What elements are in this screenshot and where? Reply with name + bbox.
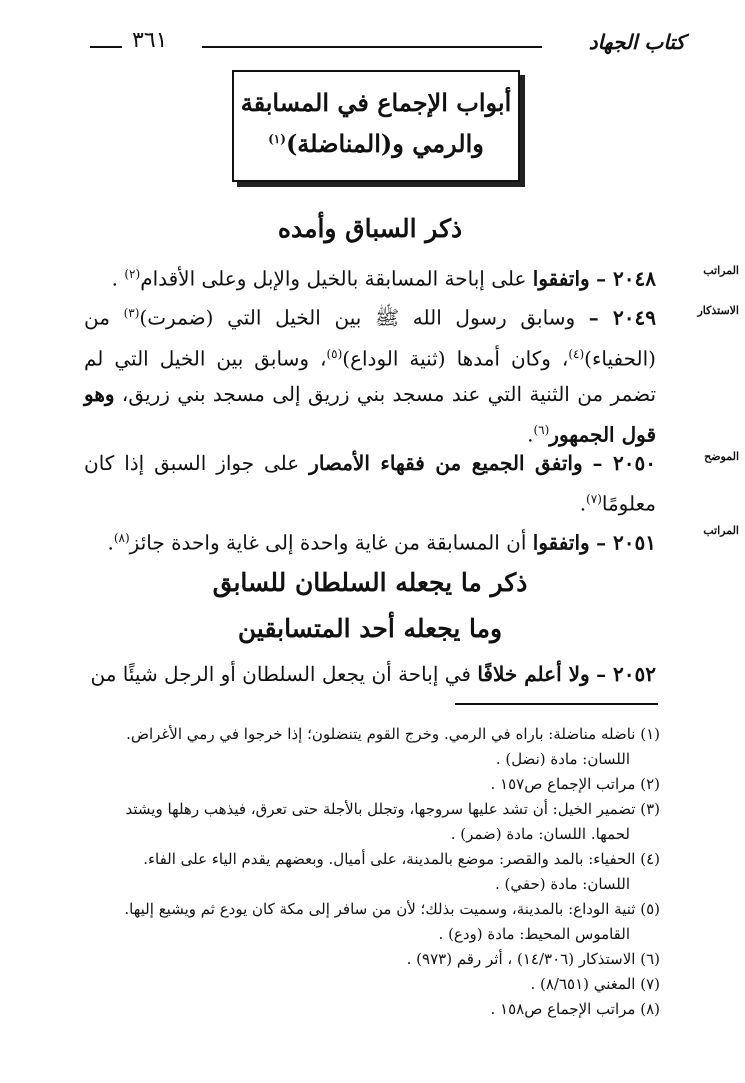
page-number: ٣٦١ <box>132 28 168 53</box>
margin-source-label: المراتب <box>703 524 739 537</box>
chapter-title-line2-text: والرمي و(المناضلة) <box>285 129 484 158</box>
paragraph-text: ، وكان أمدها (ثنية الوداع) <box>342 346 569 371</box>
footnote <box>80 972 660 997</box>
footnote-ref[interactable]: (٢) <box>124 267 141 281</box>
footnote-text: (٦) الاستذكار (١٤/٣٠٦) ، أثر رقم (٩٧٣) . <box>406 950 660 968</box>
footnote-ref[interactable]: (٥) <box>326 346 343 361</box>
paragraph-text: وسابق رسول الله ﷺ بين الخيل التي (ضمرت) <box>139 305 576 330</box>
footnote <box>80 797 660 847</box>
emphasis: واتفقوا <box>532 266 590 291</box>
punctuation: . <box>579 491 587 516</box>
footnote-ref[interactable]: (٨) <box>113 531 130 545</box>
paragraph-text: ، وسابق بين الخيل التي لم تضمر من الثنية التي عند مسجد بني زريق إلى مسجد بني زريق، <box>84 346 657 407</box>
footnote-ref[interactable]: (١) <box>268 132 286 146</box>
footnote-continuation: القاموس المحيط: مادة (ودع) . <box>438 925 630 943</box>
footnote <box>80 947 660 972</box>
paragraph-number: ٢٠٥٠ – <box>592 451 657 475</box>
emphasis: واتفقوا <box>532 530 590 555</box>
paragraph-number: ٢٠٤٩ – <box>588 305 656 330</box>
footnote-ref[interactable]: (٣) <box>123 306 140 320</box>
margin-source-label: الاستذكار <box>697 304 739 317</box>
footnote-text: (١) ناضله مناضلة: باراه في الرمي. وخرج القوم يتنضلون؛ إذا خرجوا في رمي الأغراض. <box>126 725 660 743</box>
footnote <box>80 722 660 772</box>
emphasis: ولا أعلم خلافًا <box>477 662 590 686</box>
paragraph-text: أن المسابقة من غاية واحدة إلى غاية واحدة جائز <box>129 530 527 555</box>
header-rule-left <box>90 46 122 48</box>
book-title: كتاب الجهاد <box>588 30 685 54</box>
section-heading: ذكر السباق وأمده <box>277 214 463 243</box>
paragraph-2051 <box>84 520 656 561</box>
section-heading: ذكر ما يجعله السلطان للسابق <box>212 568 528 597</box>
footnotes <box>80 722 660 1022</box>
margin-source-label: الموضح <box>704 450 739 463</box>
emphasis: واتفق الجميع من فقهاء الأمصار <box>309 451 583 475</box>
footnote-continuation: لحمها. اللسان: مادة (ضمر) . <box>450 825 630 843</box>
footnote <box>80 997 660 1022</box>
paragraph-text: في إباحة أن يجعل السلطان أو الرجل شيئًا من <box>90 662 471 686</box>
paragraph-text: من (الحفياء) <box>84 305 656 371</box>
paragraph-number: ٢٠٥١ – <box>596 530 656 555</box>
footnote <box>80 847 660 897</box>
punctuation: . <box>111 266 118 291</box>
chapter-title-line1: أبواب الإجماع في المسابقة <box>240 88 512 117</box>
footnote-ref[interactable]: (٧) <box>586 492 602 506</box>
paragraph-number: ٢٠٥٢ – <box>596 662 656 686</box>
paragraph-text: على جواز السبق إذا كان معلومًا <box>84 451 656 516</box>
running-header <box>90 30 685 60</box>
paragraph-text: على إباحة المسابقة بالخيل والإبل وعلى الأقدام <box>140 266 527 291</box>
footnote-ref[interactable]: (٦) <box>533 423 550 438</box>
paragraph-2049 <box>84 295 656 453</box>
footnote-ref[interactable]: (٤) <box>568 346 585 361</box>
chapter-title-box <box>232 70 520 182</box>
footnote <box>80 772 660 797</box>
footnote-continuation: اللسان: مادة (حفي) . <box>494 875 630 893</box>
emphasis: وهو قول الجمهور <box>84 382 656 447</box>
footnote-text: (٧) المغني (٨/٦٥١) . <box>530 975 660 993</box>
footnote-continuation: اللسان: مادة (نضل) . <box>495 750 630 768</box>
footnote-text: (٣) تضمير الخيل: أن تشد عليها سروجها، وتجلل بالأجلة حتى تعرق، فيذهب رهلها ويشتد <box>125 800 660 818</box>
paragraph-number: ٢٠٤٨ – <box>596 266 656 291</box>
footnote <box>80 897 660 947</box>
margin-source-label: المراتب <box>703 264 739 277</box>
footnote-text: (٨) مراتب الإجماع ص١٥٨ . <box>490 1000 660 1018</box>
punctuation: . <box>527 422 534 447</box>
punctuation: . <box>107 530 114 555</box>
footnote-text: (٤) الحفياء: بالمد والقصر: موضع بالمدينة، على أميال. وبعضهم يقدم الياء على الفاء. <box>143 850 660 868</box>
paragraph-2050 <box>84 445 656 522</box>
footnote-separator <box>455 703 658 705</box>
paragraph-2048 <box>84 256 656 297</box>
chapter-title-line2 <box>234 120 518 163</box>
paragraph-2052 <box>84 656 656 692</box>
section-heading: وما يجعله أحد المتسابقين <box>237 614 503 643</box>
footnote-text: (٥) ثنية الوداع: بالمدينة، وسميت بذلك؛ لأن من سافر إلى مكة كان يودع ثم ويشيع إليها. <box>124 900 660 918</box>
header-rule-middle <box>202 46 542 48</box>
footnote-text: (٢) مراتب الإجماع ص١٥٧ . <box>490 775 660 793</box>
